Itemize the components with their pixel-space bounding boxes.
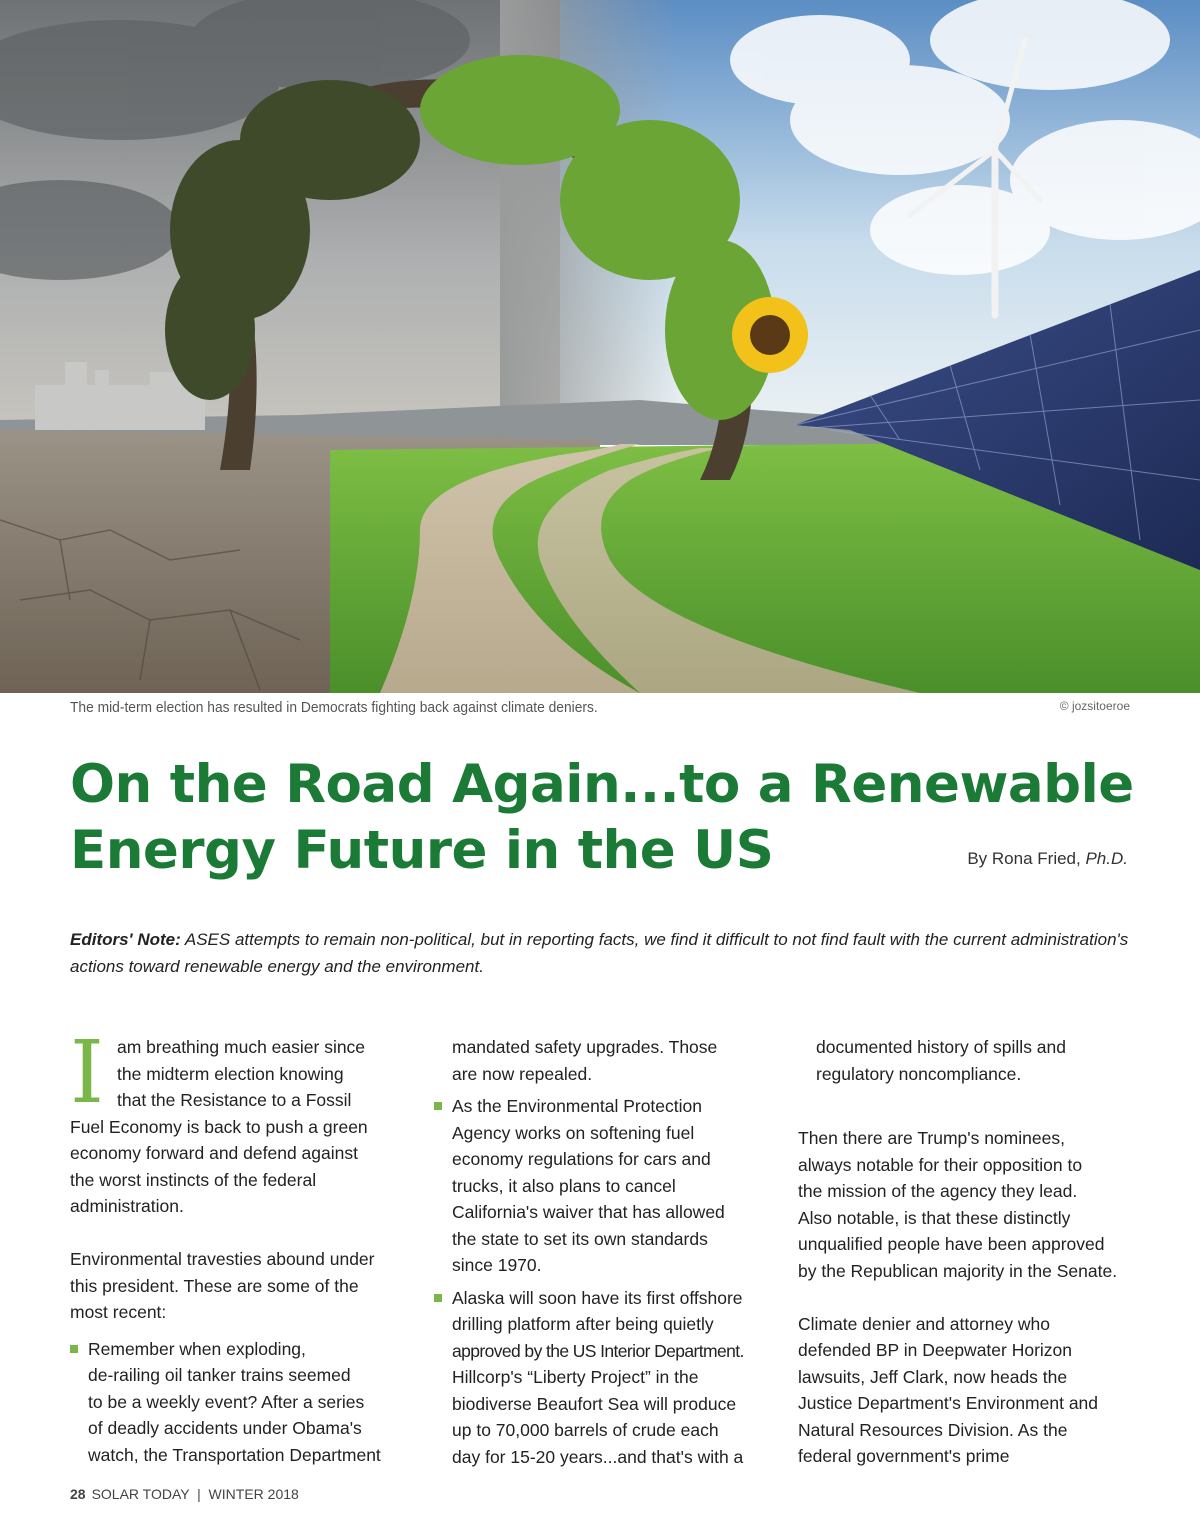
text-line: since 1970. bbox=[452, 1255, 542, 1275]
square-bullet-icon bbox=[70, 1345, 78, 1353]
text-line: economy regulations for cars and bbox=[452, 1149, 711, 1169]
text-line: de-railing oil tanker trains seemed bbox=[88, 1365, 351, 1385]
text-line: the mission of the agency they lead. bbox=[798, 1181, 1078, 1201]
text-line: As the Environmental Protection bbox=[452, 1096, 702, 1116]
text-line: Then there are Trump's nominees, bbox=[798, 1128, 1065, 1148]
text-line: Also notable, is that these distinctly bbox=[798, 1207, 1071, 1228]
bullet-item bbox=[70, 1336, 415, 1469]
text-line: documented history of spills and bbox=[816, 1037, 1066, 1057]
text-line: defended BP in Deepwater Horizon bbox=[798, 1340, 1073, 1360]
text-line: this president. These are some of the bbox=[70, 1275, 359, 1296]
text-line: that the Resistance to a Fossil bbox=[117, 1090, 352, 1110]
paragraph-continued bbox=[798, 1034, 1143, 1087]
square-bullet-icon bbox=[434, 1294, 442, 1302]
column-2 bbox=[434, 1034, 779, 1474]
bullet-item bbox=[434, 1093, 779, 1279]
text-line: Hillcorp's “Liberty Project” in the bbox=[452, 1367, 699, 1387]
text-line: approved by the US Interior Department. bbox=[452, 1340, 744, 1361]
text-line: Justice Department's Environment and bbox=[798, 1393, 1099, 1413]
byline-degree: Ph.D. bbox=[1085, 849, 1128, 868]
hero-image bbox=[0, 0, 1200, 693]
editors-note bbox=[70, 926, 1130, 980]
byline-author: By Rona Fried, bbox=[967, 849, 1081, 868]
paragraph-continued bbox=[434, 1034, 779, 1087]
text-line: Natural Resources Division. As the bbox=[798, 1419, 1068, 1440]
text-line: regulatory noncompliance. bbox=[816, 1063, 1022, 1084]
drop-cap: I bbox=[70, 1023, 104, 1123]
text-line: administration. bbox=[70, 1196, 184, 1216]
text-line: unqualified people have been approved bbox=[798, 1234, 1105, 1254]
text-line: Climate denier and attorney who bbox=[798, 1313, 1050, 1334]
text-line: the midterm election knowing bbox=[117, 1063, 344, 1084]
text-line: economy forward and defend against bbox=[70, 1143, 358, 1163]
editors-note-text: ASES attempts to remain non-political, but in reporting facts, we find it difficult to not find fault with the current administration's actions toward renewable energy and the environment. bbox=[70, 930, 1129, 976]
text-line: Fuel Economy is back to push a green bbox=[70, 1116, 368, 1137]
page-number: 28 bbox=[70, 1486, 86, 1502]
paragraph bbox=[798, 1125, 1143, 1284]
text-line: federal government's prime bbox=[798, 1446, 1010, 1466]
image-caption: The mid-term election has resulted in Democrats fighting back against climate deniers. bbox=[70, 699, 598, 716]
text-line: California's waiver that has allowed bbox=[452, 1202, 725, 1222]
page-footer bbox=[70, 1486, 299, 1502]
sunflower-icon bbox=[732, 297, 808, 373]
text-line: day for 15-20 years...and that's with a bbox=[452, 1446, 744, 1467]
bullet-list bbox=[70, 1336, 415, 1469]
text-line: always notable for their opposition to bbox=[798, 1154, 1083, 1175]
text-line: Alaska will soon have its first offshore bbox=[452, 1287, 743, 1308]
text-line: Environmental travesties abound under bbox=[70, 1249, 375, 1269]
editors-note-label: Editors' Note: bbox=[70, 930, 181, 949]
paragraph bbox=[70, 1246, 415, 1326]
text-line: most recent: bbox=[70, 1302, 167, 1322]
title-line: Energy Future in the US bbox=[70, 820, 774, 881]
text-line: the state to set its own standards bbox=[452, 1228, 708, 1249]
text-line: lawsuits, Jeff Clark, now heads the bbox=[798, 1366, 1068, 1387]
text-line: up to 70,000 barrels of crude each bbox=[452, 1420, 719, 1440]
text-line: mandated safety upgrades. Those bbox=[452, 1037, 718, 1057]
text-line: by the Republican majority in the Senate. bbox=[798, 1260, 1118, 1281]
image-credit: © jozsitoeroe bbox=[1059, 699, 1130, 713]
text-line: biodiverse Beaufort Sea will produce bbox=[452, 1393, 737, 1414]
column-3 bbox=[798, 1034, 1143, 1470]
text-line: trucks, it also plans to cancel bbox=[452, 1175, 676, 1196]
square-bullet-icon bbox=[434, 1102, 442, 1110]
title-line: On the Road Again...to a Renewable bbox=[70, 754, 1134, 815]
publication-info: SOLAR TODAY | WINTER 2018 bbox=[91, 1486, 299, 1502]
bullet-list bbox=[434, 1093, 779, 1470]
bullet-item bbox=[434, 1285, 779, 1471]
text-line: to be a weekly event? After a series bbox=[88, 1391, 365, 1412]
text-line: are now repealed. bbox=[452, 1063, 593, 1084]
text-line: of deadly accidents under Obama's bbox=[88, 1418, 362, 1438]
paragraph-intro bbox=[70, 1023, 415, 1220]
text-line: Agency works on softening fuel bbox=[452, 1122, 695, 1143]
text-line: the worst instincts of the federal bbox=[70, 1169, 317, 1190]
column-1 bbox=[70, 1023, 415, 1472]
paragraph bbox=[798, 1311, 1143, 1470]
text-line: am breathing much easier since bbox=[117, 1037, 366, 1057]
text-line: drilling platform after being quietly bbox=[452, 1314, 714, 1334]
byline bbox=[967, 849, 1128, 869]
text-line: watch, the Transportation Department bbox=[88, 1444, 381, 1465]
hero-illustration bbox=[0, 0, 1200, 693]
text-line: Remember when exploding, bbox=[88, 1338, 306, 1359]
